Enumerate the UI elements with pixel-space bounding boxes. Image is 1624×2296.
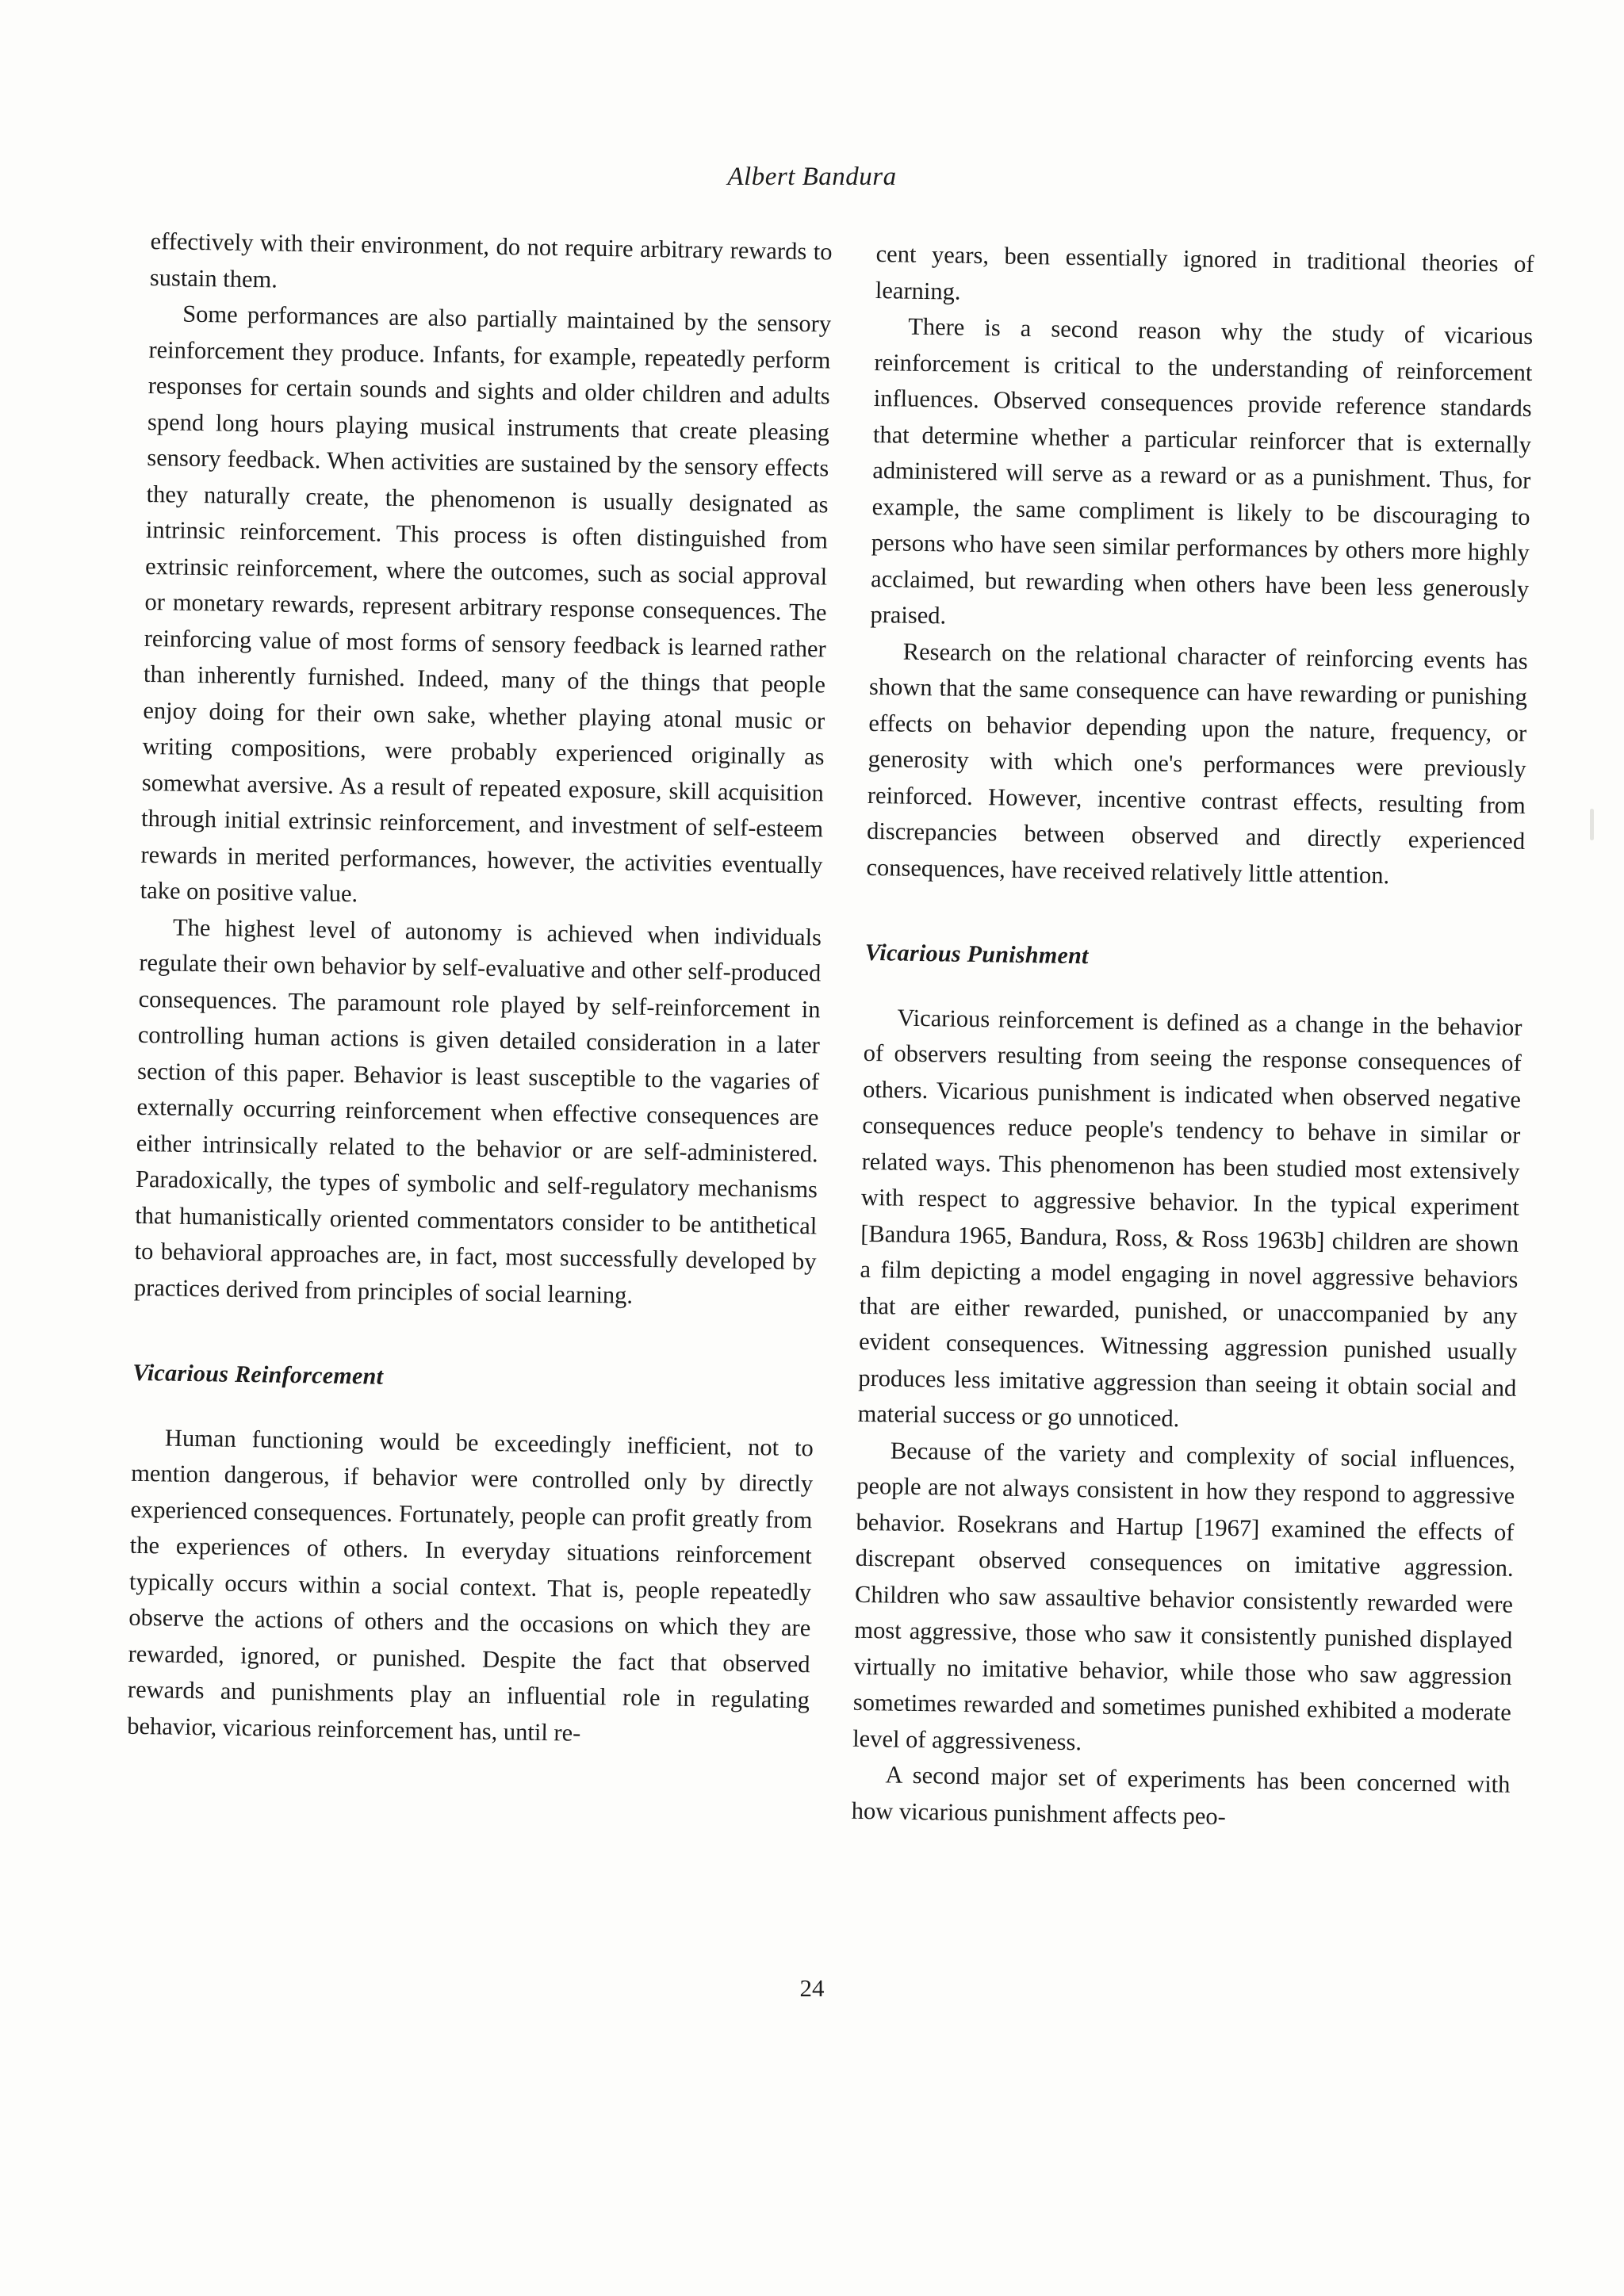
paragraph: effectively with their environment, do not require arbitrary rewards to sustain them. (149, 227, 833, 293)
section-heading-vicarious-punishment: Vicarious Punishment (864, 939, 1089, 970)
paragraph: Research on the relational character of reinforcing events has shown that the same consequence can have rewarding or punishing effects on behavior depending upon the nature, frequency, or generosity with which one's performances were previously reinforced. However, incentive contrast effects, resulting from discrepancies between observed and directly experienced consequences, have received relatively little attention. (866, 637, 1528, 889)
paragraph: Human functioning would be exceedingly inefficient, not to mention dangerous, if behavior were controlled only by directly experienced consequences. Fortunately, people can profit greatly from the experiences of others. In everyday situations reinforcement typically occurs within a social context. That is, people repeatedly observe the actions of others and the occasions on which they are rewarded, ignored, or punished. Despite the fact that observed rewards and punishments play an influential role in regulating behavior, vicarious reinforcement has, until re- (126, 1423, 814, 1747)
paragraph: The highest level of autonomy is achieved when individuals regulate their own behavior by self-evaluative and other self-produced consequences. The paramount role played by self-reinforcement in controlling human actions is given detailed consideration in a later section of this paper. Behavior is least susceptible to the vagaries of externally occurring reinforcement when effective consequences are either intrinsically related to the behavior or are self-administered. Paradoxically, the types of symbolic and self-regulatory mechanisms that humanistically oriented commentators consider to be antithetical to behavioral approaches are, in fact, most successfully developed by practices derived from principles of social learning. (133, 913, 822, 1309)
scan-artifact (1590, 809, 1594, 840)
paragraph: There is a second reason why the study of vicarious reinforcement is critical to the understanding of reinforcement influences. Observed consequences provide reference standards that determine whether a particular reinforcer that is externally administered will serve as a reward or as a punishment. Thus, for example, the same compliment is likely to be discouraging to persons who have seen similar performances by others more highly acclaimed, but rewarding when others have been less generously praised. (870, 312, 1534, 629)
right-column (851, 236, 1534, 1839)
paragraph: A second major set of experiments has been concerned with how vicarious punishment affects peo- (851, 1761, 1511, 1830)
left-column (127, 224, 833, 1755)
paragraph: Some performances are also partially maintained by the sensory reinforcement they produce. Infants, for example, repeatedly perform responses for certain sounds and sights and older children and adults spend long hours playing musical instruments that create pleasing sensory feedback. When activities are sustained by the sensory effects they naturally create, the phenomenon is usually designated as intrinsic reinforcement. This process is often distinguished from extrinsic reinforcement, where the outcomes, such as social approval or monetary rewards, represent arbitrary response consequences. The reinforcing value of most forms of sensory feedback is learned rather than inherently furnished. Indeed, many of the things that people enjoy doing for their own sake, whether playing atonal music or writing compositions, were probably experienced originally as somewhat aversive. As a result of repeated exposure, skill acquisition through initial extrinsic reinforcement, and investment of self-esteem rewards in merited performances, however, the activities eventually take on positive value. (140, 300, 832, 908)
section-heading-vicarious-reinforcement: Vicarious Reinforcement (132, 1359, 384, 1390)
running-head-author: Albert Bandura (727, 163, 897, 191)
paragraph: cent years, been essentially ignored in traditional theories of learning. (875, 239, 1534, 305)
paragraph: Vicarious reinforcement is defined as a change in the behavior of observers resulting from seeing the response consequences of others. Vicarious punishment is indicated when observed negative consequences reduce people's tendency to behave in similar or related ways. This phenomenon has been studied most extensively with respect to aggressive behavior. In the typical experiment [Bandura 1965, Bandura, Ross, & Ross 1963b] children are shown a film depicting a model engaging in novel aggressive behaviors that are either rewarded, punished, or unaccompanied by any evident consequences. Witnessing aggression punished usually produces less imitative aggression than seeing it obtain social and material success or go unnoticed. (857, 1004, 1522, 1433)
paragraph: Because of the variety and complexity of social influences, people are not always consistent in how they respond to aggressive behavior. Rosekrans and Hartup [1967] examined the effects of discrepant observed consequences on imitative aggression. Children who saw assaultive behavior consistently rewarded were most aggressive, those who saw it consistently punished displayed virtually no imitative behavior, while those who saw aggression sometimes rewarded and sometimes punished exhibited a moderate level of aggressiveness. (852, 1436, 1516, 1755)
page-number: 24 (799, 1974, 825, 2002)
